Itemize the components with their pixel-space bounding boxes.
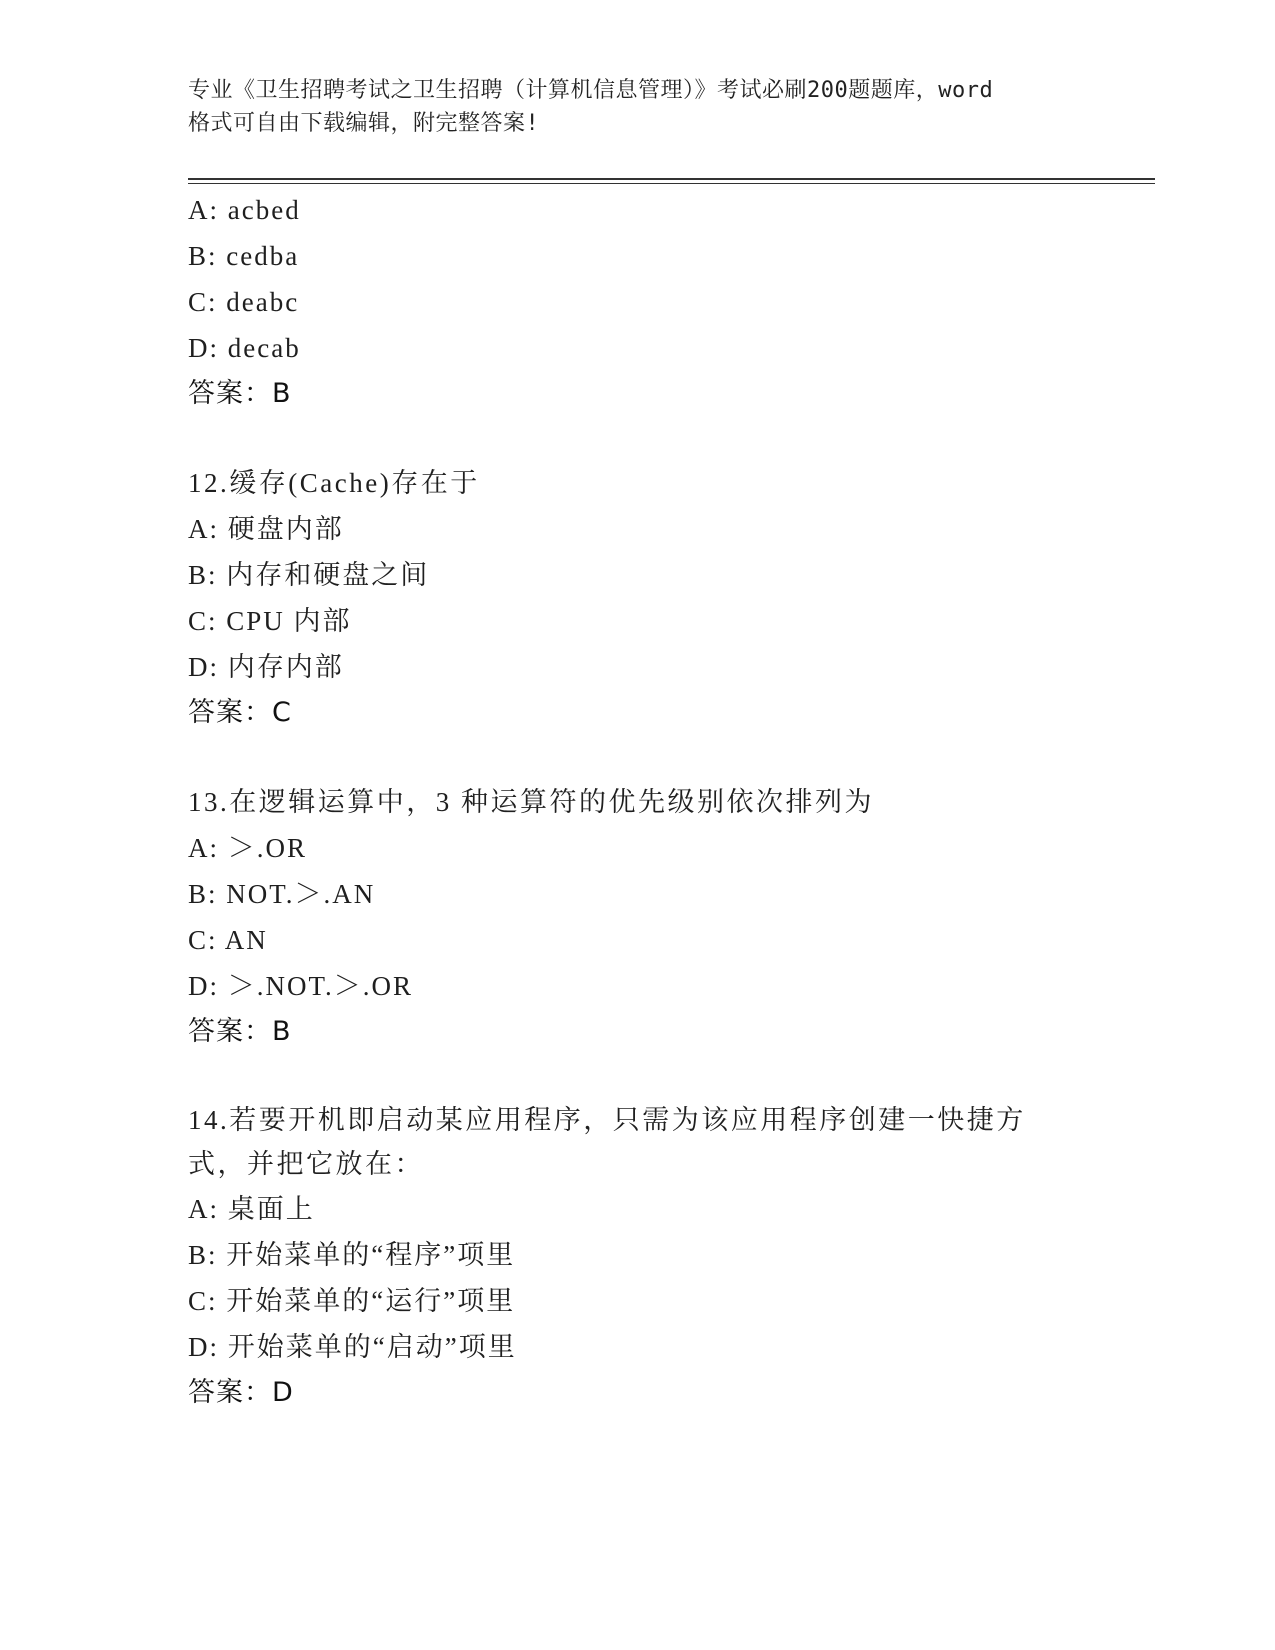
question-block-14 bbox=[188, 1098, 1148, 1415]
document-header bbox=[188, 74, 1088, 140]
header-divider-thin bbox=[188, 183, 1155, 184]
question-text: 14.若要开机即启动某应用程序，只需为该应用程序创建一快捷方式，并把它放在： bbox=[188, 1105, 1026, 1179]
header-divider-thick bbox=[188, 178, 1155, 180]
spacer bbox=[188, 1054, 1148, 1098]
header-line-2: 格式可自由下载编辑，附完整答案! bbox=[188, 111, 540, 136]
header-line-1: 专业《卫生招聘考试之卫生招聘（计算机信息管理）》考试必刷200题题库，word bbox=[188, 78, 994, 103]
option-b: B: 内存和硬盘之间 bbox=[188, 560, 430, 590]
question-text: 12.缓存(Cache)存在于 bbox=[188, 468, 480, 498]
option-a: A: ＞.OR bbox=[188, 833, 308, 863]
question-block-13 bbox=[188, 779, 1148, 1054]
question-list bbox=[188, 187, 1148, 1415]
option-a: A: acbed bbox=[188, 195, 301, 225]
answer-line: 答案：C bbox=[188, 697, 292, 728]
option-b: B: cedba bbox=[188, 241, 300, 271]
option-c: C: CPU 内部 bbox=[188, 606, 352, 636]
question-block-11 bbox=[188, 187, 1148, 416]
option-c: C: deabc bbox=[188, 287, 300, 317]
option-d: D: ＞.NOT.＞.OR bbox=[188, 971, 413, 1001]
option-a: A: 硬盘内部 bbox=[188, 514, 344, 544]
option-d: D: 内存内部 bbox=[188, 652, 344, 682]
option-a: A: 桌面上 bbox=[188, 1194, 315, 1224]
question-text: 13.在逻辑运算中，3 种运算符的优先级别依次排列为 bbox=[188, 787, 874, 817]
spacer bbox=[188, 735, 1148, 779]
question-block-12 bbox=[188, 460, 1148, 735]
answer-line: 答案：D bbox=[188, 1377, 294, 1408]
option-b: B: 开始菜单的“程序”项里 bbox=[188, 1240, 516, 1270]
answer-line: 答案：B bbox=[188, 378, 292, 409]
option-b: B: NOT.＞.AN bbox=[188, 879, 376, 909]
option-c: C: 开始菜单的“运行”项里 bbox=[188, 1286, 516, 1316]
spacer bbox=[188, 416, 1148, 460]
answer-line: 答案：B bbox=[188, 1016, 292, 1047]
option-d: D: decab bbox=[188, 333, 301, 363]
option-c: C: AN bbox=[188, 925, 268, 955]
option-d: D: 开始菜单的“启动”项里 bbox=[188, 1332, 517, 1362]
